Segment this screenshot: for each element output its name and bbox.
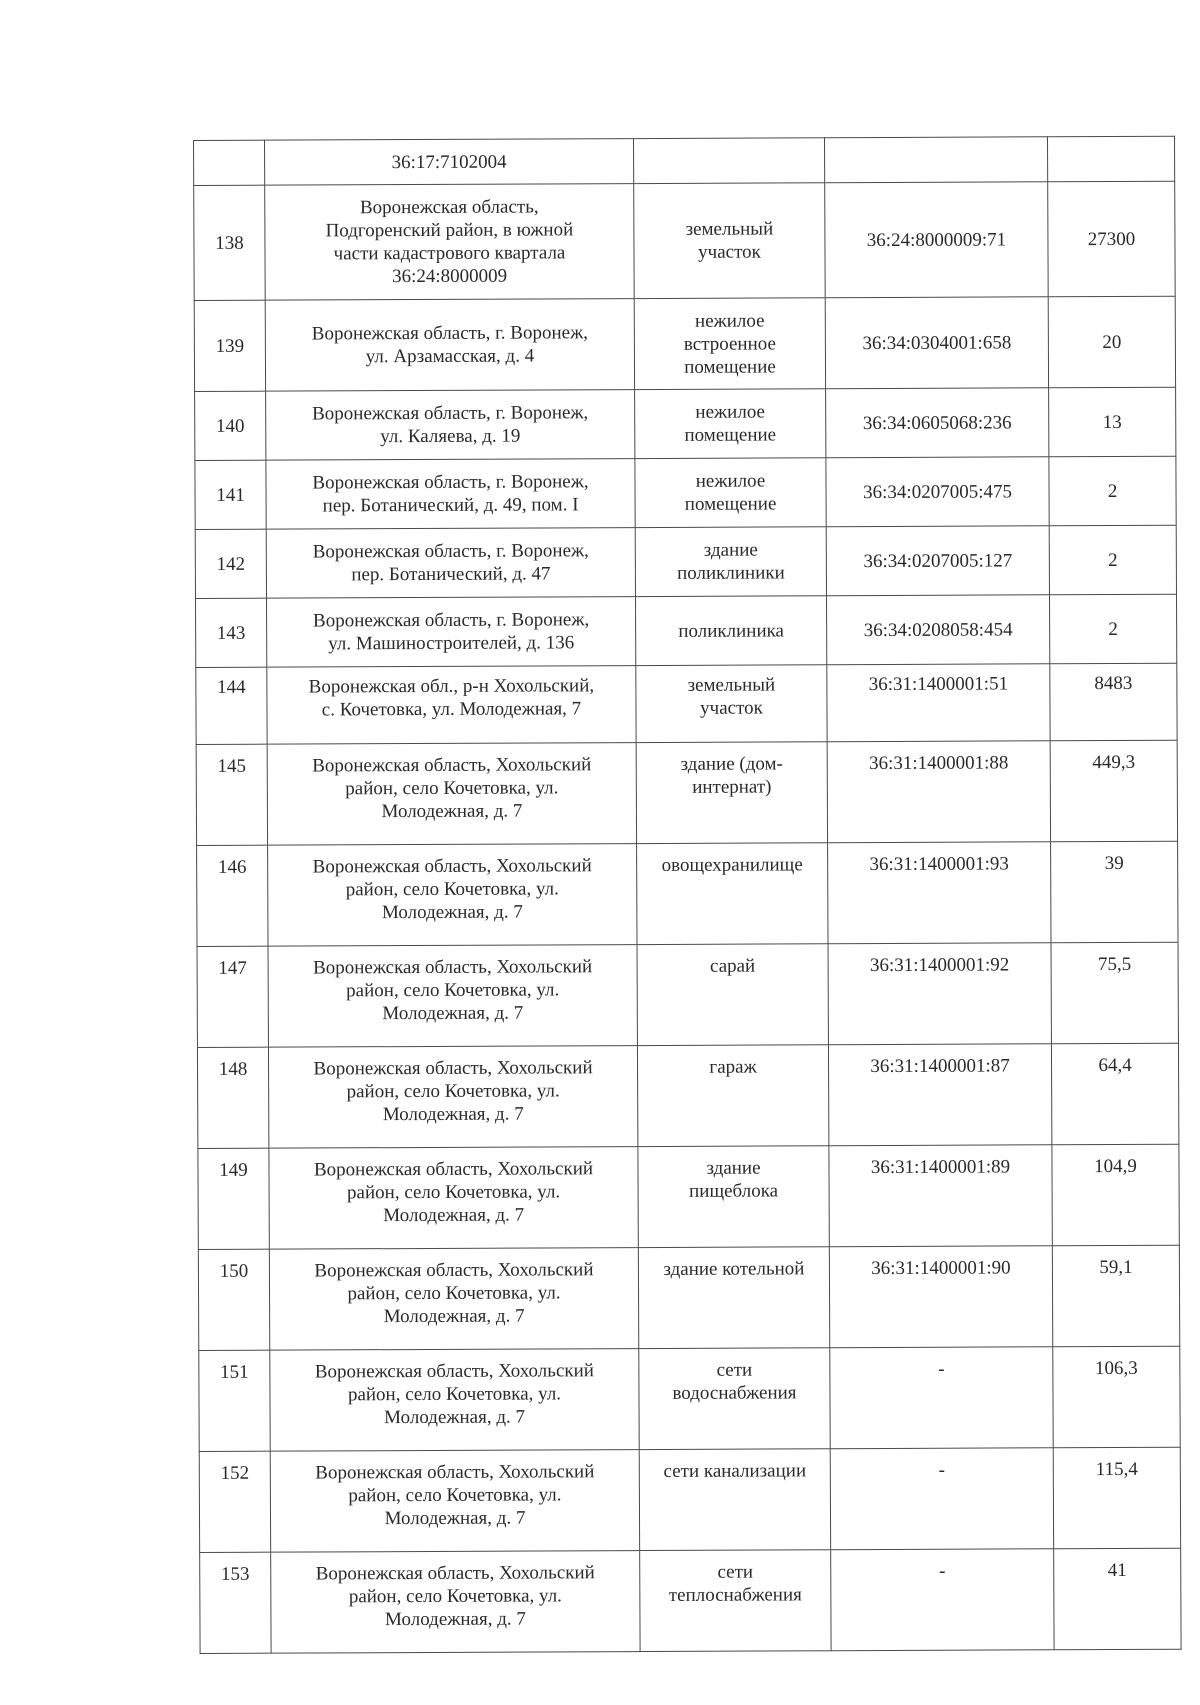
row-number-cell [196,598,267,667]
cadastral-number-cell [826,595,1049,665]
address-text: Воронежская область, Хохольский район, село Кочетовка, ул. Молодежная, д. 7 [315,1562,595,1631]
table-row [196,740,1177,845]
row-number: 148 [218,1058,248,1080]
row-number: 138 [215,232,244,254]
object-type-cell [637,944,828,1046]
table-row [195,525,1176,598]
address-cell [265,299,634,392]
cadastral-number-cell [826,457,1049,527]
row-number-cell [196,744,267,845]
area-cell [1052,1144,1179,1246]
object-type-cell [639,1348,830,1450]
cadastral-number-cell [824,137,1047,183]
table-row [197,841,1178,946]
address-cell [265,184,634,301]
object-type-text [638,160,820,161]
table-row [197,1043,1178,1148]
address-text: Воронежская область, г. Воронеж, ул. Каляева, д. 19 [312,402,589,448]
table-body [194,136,1182,1653]
row-number-cell [198,1249,269,1350]
row-number-cell [195,529,266,598]
address-cell [266,528,635,599]
area-cell [1053,1346,1180,1448]
row-number: 153 [220,1563,250,1585]
address-text: Воронежская область, Хохольский район, село Кочетовка, ул. Молодежная, д. 7 [313,1158,594,1227]
object-type-text: сарай [709,955,756,977]
row-number: 143 [216,622,246,644]
row-number: 145 [217,755,247,777]
row-number-cell [197,946,268,1047]
address-text: Воронежская область, Хохольский район, село Кочетовка, ул. Молодежная, д. 7 [313,1057,593,1126]
row-number: 146 [217,856,247,878]
row-number-cell [195,460,266,529]
table-row [199,1346,1180,1451]
row-number-cell [196,667,267,744]
address-cell [269,1248,638,1351]
table-row [198,1144,1179,1249]
row-number-cell [198,1148,269,1249]
object-type-text: здание котельной [663,1258,805,1280]
object-type-cell [638,1146,829,1248]
table-row [196,594,1177,667]
cadastral-number-cell [829,1246,1052,1348]
row-number-cell [200,1552,271,1653]
address-text: Воронежская область, Хохольский район, село Кочетовка, ул. Молодежная, д. 7 [314,1360,594,1429]
cadastral-number-cell [828,943,1051,1045]
address-text: Воронежская область, г. Воронеж, пер. Ботанический, д. 49, пом. I [312,471,589,517]
row-number-cell [194,300,265,391]
cadastral-number-text [829,159,1043,160]
object-type-text: нежилое помещение [684,401,777,446]
object-type-cell [638,1247,829,1349]
cadastral-number-text: 36:31:1400001:89 [870,1156,1011,1179]
cadastral-number-text: 36:31:1400001:90 [871,1257,1011,1280]
table-row [198,1245,1179,1350]
area-cell [1047,136,1174,182]
area-text [1052,159,1170,160]
address-cell [268,1046,637,1149]
object-type-text: овощехранилище [661,854,803,876]
address-cell [266,459,635,530]
object-type-text: здание (дом- интернат) [680,753,783,798]
row-number: 141 [216,484,245,506]
area-cell [1049,456,1176,526]
area-text: 449,3 [1092,751,1136,774]
cadastral-number-text: 36:31:1400001:88 [869,752,1009,775]
address-cell [267,743,636,846]
area-text: 75,5 [1097,953,1132,976]
table-row [200,1548,1181,1653]
object-type-cell [634,298,825,390]
table-row [197,942,1178,1047]
cadastral-number-cell [828,1044,1051,1146]
address-text: Воронежская область, Хохольский район, село Кочетовка, ул. Молодежная, д. 7 [315,1461,595,1530]
address-text: Воронежская область, г. Воронеж, пер. Ботанический, д. 47 [312,540,589,586]
cadastral-number-text: 36:34:0605068:236 [862,411,1012,434]
table-row [195,387,1176,460]
cadastral-number-cell [827,741,1050,843]
table-row [199,1447,1180,1552]
object-type-cell [635,458,826,528]
object-type-cell [637,1045,828,1147]
cadastral-number-text: 36:31:1400001:93 [869,853,1009,876]
address-text: Воронежская обл., р-н Хохольский, с. Кочетовка, ул. Молодежная, 7 [308,675,595,721]
cadastral-number-cell [826,388,1049,458]
address-cell [270,1349,639,1452]
object-type-text: здание поликлиники [677,539,785,584]
object-type-text: гараж [709,1056,757,1078]
address-text: Воронежская область, г. Воронеж, ул. Арзамасская, д. 4 [311,322,588,368]
area-text: 2 [1107,480,1118,502]
table-row [195,456,1176,529]
row-number-cell [194,185,266,300]
address-text: 36:17:7102004 [391,151,507,173]
cadastral-number-cell [826,526,1049,596]
table-row [196,663,1177,744]
area-text: 106,3 [1094,1357,1138,1380]
cadastral-number-text: 36:34:0207005:475 [863,480,1013,503]
address-cell [268,945,637,1048]
object-type-text: земельный участок [685,218,774,263]
object-type-text: сети теплоснабжения [668,1561,802,1606]
object-type-text: нежилое помещение [684,470,777,515]
area-text: 59,1 [1099,1256,1133,1279]
row-number: 150 [219,1260,249,1282]
area-text: 115,4 [1095,1458,1138,1481]
area-cell [1050,663,1177,741]
area-cell [1051,841,1178,943]
cadastral-number-text: - [938,1358,945,1380]
area-text: 104,9 [1094,1155,1137,1178]
address-text: Воронежская область, Хохольский район, село Кочетовка, ул. Молодежная, д. 7 [312,754,592,823]
area-text: 2 [1108,549,1118,571]
row-number: 144 [217,676,246,698]
cadastral-number-text: 36:31:1400001:51 [868,673,1009,696]
cadastral-number-text: 36:34:0304001:658 [862,331,1012,354]
area-cell [1051,942,1178,1044]
area-cell [1049,525,1176,595]
object-type-text: поликлиника [678,619,785,642]
address-cell [268,844,637,947]
object-type-cell [639,1449,830,1551]
area-cell [1048,296,1175,388]
cadastral-number-cell [828,842,1051,944]
row-number-cell [197,1047,268,1148]
cadastral-number-cell [831,1549,1054,1651]
row-number-cell [199,1451,270,1552]
area-cell [1052,1245,1179,1347]
address-cell [266,597,635,668]
row-number: 140 [215,415,245,437]
row-number: 152 [220,1462,250,1484]
cadastral-number-cell [825,297,1048,389]
object-type-text: земельный участок [687,674,776,719]
cadastral-number-text: 36:31:1400001:92 [869,954,1010,977]
area-cell [1049,387,1176,457]
area-cell [1054,1548,1181,1650]
address-cell [267,666,636,745]
object-type-text: здание пищеблока [689,1157,779,1202]
area-text: 64,4 [1098,1054,1132,1077]
cadastral-number-cell [830,1448,1053,1550]
address-text: Воронежская область, Хохольский район, село Кочетовка, ул. Молодежная, д. 7 [313,956,593,1025]
row-number: 149 [219,1159,248,1181]
cadastral-number-text: 36:34:0208058:454 [863,618,1013,641]
cadastral-number-text: 36:31:1400001:87 [870,1055,1010,1078]
cadastral-number-cell [829,1145,1052,1247]
cadastral-number-text: 36:24:8000009:71 [866,228,1007,251]
table-row [194,296,1175,391]
address-cell [266,390,635,461]
row-number-cell [194,140,265,185]
area-cell [1049,594,1176,664]
object-type-text: сети канализации [663,1460,807,1482]
address-text: Воронежская область, Хохольский район, село Кочетовка, ул. Молодежная, д. 7 [312,855,592,924]
row-number: 142 [216,553,246,575]
address-cell [270,1450,639,1553]
object-type-text: сети водоснабжения [672,1359,797,1404]
area-text: 41 [1107,1559,1127,1582]
object-type-cell [636,665,827,743]
area-text: 27300 [1087,228,1136,250]
area-text: 13 [1102,411,1122,433]
area-cell [1051,1043,1178,1145]
row-number-cell [195,391,266,460]
address-text: Воронежская область, г. Воронеж, ул. Машиностроителей, д. 136 [312,609,590,655]
area-cell [1048,181,1176,297]
property-registry-table [193,136,1182,1654]
cadastral-number-text: - [939,1560,946,1582]
area-cell [1050,740,1177,842]
object-type-cell [640,1550,831,1652]
object-type-text: нежилое встроенное помещение [683,310,776,378]
row-number-cell [197,845,268,946]
cadastral-number-cell [830,1347,1053,1449]
object-type-cell [634,183,825,299]
table-row [194,181,1175,300]
row-number-cell [199,1350,270,1451]
row-number: 151 [220,1361,249,1383]
object-type-cell [635,527,826,597]
row-number: 139 [215,335,245,357]
cadastral-number-cell [827,664,1050,742]
object-type-cell [633,138,824,184]
area-text: 8483 [1094,672,1133,695]
cadastral-number-cell [825,182,1048,298]
area-text: 39 [1104,852,1124,875]
area-cell [1053,1447,1180,1549]
address-cell [269,1147,638,1250]
object-type-cell [635,389,826,459]
address-cell [271,1551,640,1654]
area-text: 2 [1108,618,1118,640]
object-type-cell [637,843,828,945]
area-text: 20 [1102,331,1122,353]
table-row [194,136,1175,185]
address-text: Воронежская область, Подгоренский район, в южной части кадастрового квартала 36:24:8000009 [325,196,574,288]
address-text: Воронежская область, Хохольский район, село Кочетовка, ул. Молодежная, д. 7 [314,1259,594,1328]
cadastral-number-text: - [938,1459,946,1481]
object-type-cell [635,596,826,666]
cadastral-number-text: 36:34:0207005:127 [863,549,1013,572]
object-type-cell [636,742,827,844]
row-number: 147 [218,957,247,979]
address-cell [265,139,634,186]
